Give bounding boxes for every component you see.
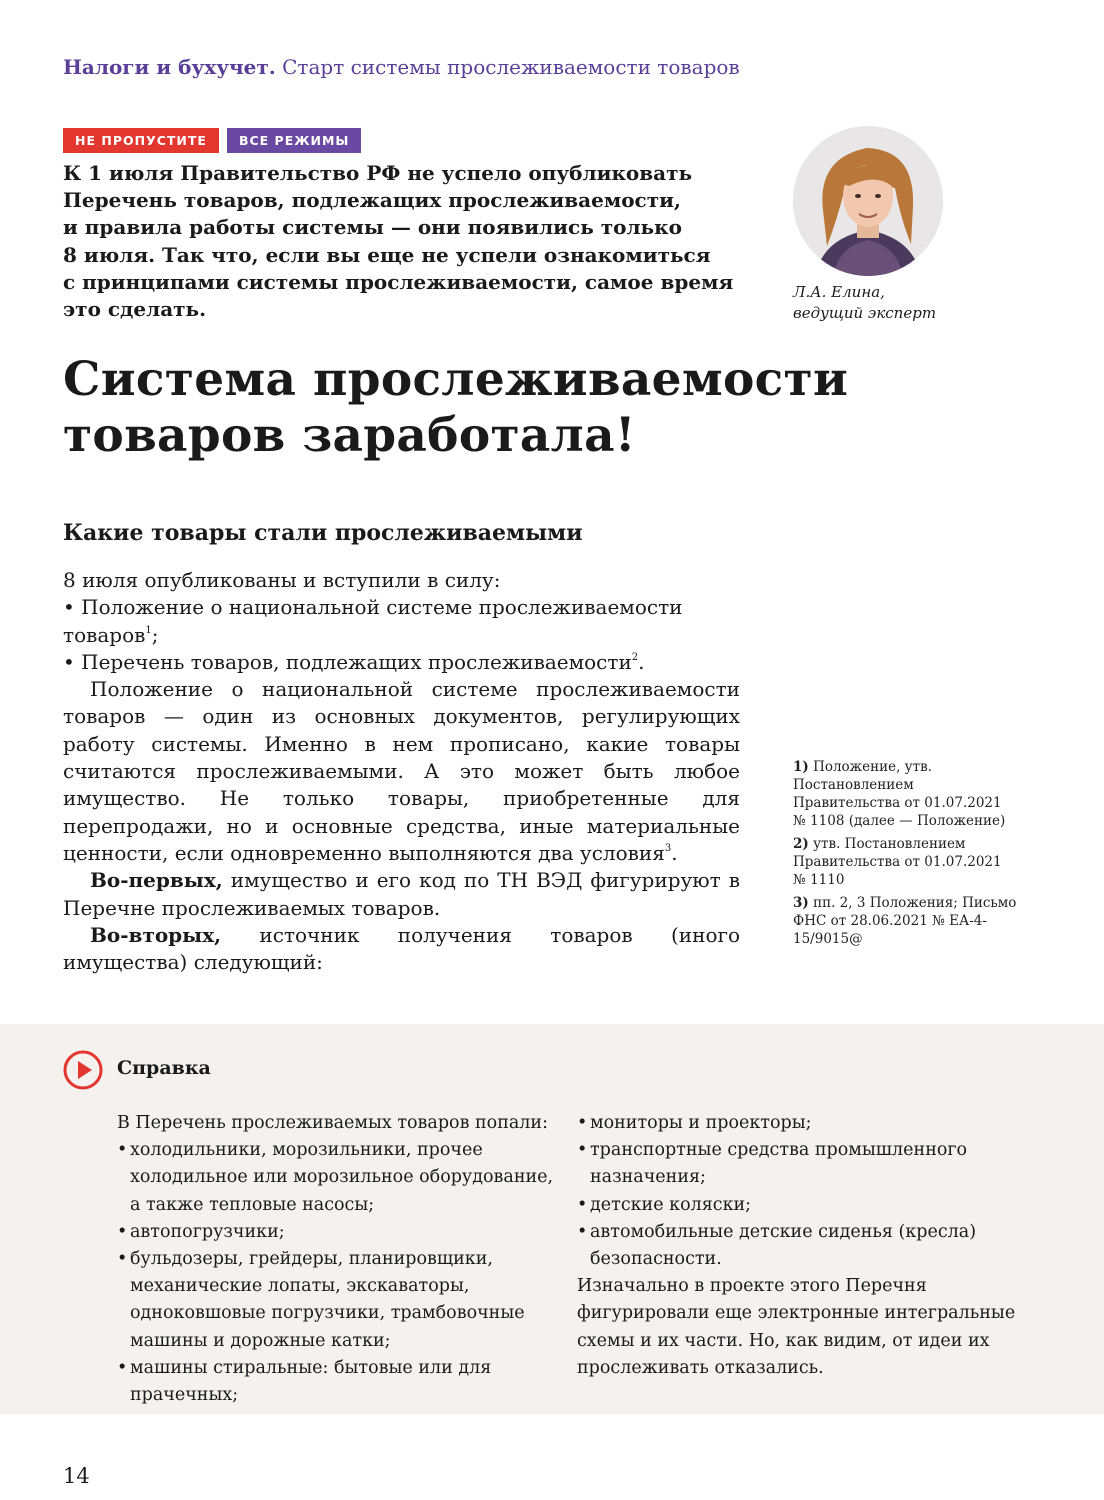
list-item: • транспортные средства промышленного назначения;: [577, 1137, 1027, 1191]
footnote: 1) Положение, утв. Постановлением Правительства от 01.07.2021 № 1108 (далее — Положение): [793, 759, 1006, 829]
portrait-illustration: [793, 126, 943, 276]
list-item: • автомобильные детские сиденья (кресла) безопасности.: [577, 1219, 1027, 1273]
list-item: • бульдозеры, грейдеры, планировщики, механические лопаты, экскаваторы, одноковшовые погрузчики, трамбовочные машины и дорожные катки;: [117, 1246, 557, 1355]
footnote-ref: 1: [145, 624, 152, 636]
reference-column-right: [577, 1110, 1027, 1382]
list-item: • мониторы и проекторы;: [577, 1110, 1027, 1137]
author-caption: [793, 282, 936, 324]
reference-box: [0, 1024, 1104, 1414]
tag-row: [63, 128, 361, 153]
reference-column-left: [117, 1110, 557, 1409]
tag-all-regimes: ВСЕ РЕЖИМЫ: [227, 128, 361, 153]
footnote: 3) пп. 2, 3 Положения; Письмо ФНС от 28.06.2021 № ЕА-4-15/9015@: [793, 895, 1017, 947]
reference-title: Справка: [117, 1057, 211, 1079]
list-item: • машины стиральные: бытовые или для прачечных;: [117, 1355, 557, 1409]
reference-list-left: [117, 1137, 557, 1409]
list-item: • холодильники, морозильники, прочее холодильное или морозильное оборудование, а также тепловые насосы;: [117, 1137, 557, 1219]
page-number: 14: [63, 1464, 90, 1488]
footnote-ref: 2: [631, 651, 639, 663]
scalloped-edge: [0, 1019, 1104, 1029]
article-title: Система прослеживаемости товаров заработала!: [63, 352, 849, 463]
section-heading: Какие товары стали прослеживаемыми: [63, 520, 583, 546]
footnote: 2) утв. Постановлением Правительства от 01.07.2021 № 1110: [793, 836, 1002, 888]
body-paragraph: Положение о национальной системе прослеживаемости товаров — один из основных документов, регулирующих работу системы. Именно в нем прописано, какие товары считаются прослеживаемыми. А это может быть любое имущество. Не только товары, приобретенные для перепродажи, но и основные средства, иные материальные ценности, если одновременно выполняются два условия$^3$.: [63, 677, 740, 865]
header-topic: Старт системы прослеживаемости товаров: [282, 55, 740, 79]
body-list-item: • Перечень товаров, подлежащих прослеживаемости$^2$.: [63, 649, 645, 674]
lead-paragraph: К 1 июля Правительство РФ не успело опубликовать Перечень товаров, подлежащих прослеживаемости, и правила работы системы — они появились только 8 июля. Так что, если вы еще не успели ознакомиться с принципами системы прослеживаемости, самое время это сделать.: [63, 161, 734, 322]
play-icon: [63, 1050, 103, 1090]
running-header: [63, 55, 740, 79]
list-item: • автопогрузчики;: [117, 1219, 557, 1246]
reference-closing: Изначально в проекте этого Перечня фигурировали еще электронные интегральные схемы и их части. Но, как видим, от идеи их прослеживать отказались.: [577, 1276, 1016, 1378]
body-list-item: • Положение о национальной системе прослеживаемости товаров$^1$;: [63, 595, 683, 647]
list-item: • детские коляски;: [577, 1192, 1027, 1219]
author-name: Л.А. Елина,: [793, 283, 885, 301]
author-role: ведущий эксперт: [793, 304, 937, 322]
reference-list-right: [577, 1110, 1027, 1273]
body-paragraph-second: Во-вторых, источник получения товаров (иного имущества) следующий:: [63, 922, 741, 975]
body-paragraph-first: Во-первых, имущество и его код по ТН ВЭД фигурируют в Перечне прослеживаемых товаров.: [63, 868, 740, 920]
footnote-ref: 3: [664, 842, 672, 854]
header-section: Налоги и бухучет.: [63, 55, 276, 79]
author-photo: [793, 126, 943, 276]
reference-intro: В Перечень прослеживаемых товаров попали:: [117, 1113, 548, 1133]
footnotes: [793, 758, 1018, 953]
article-body: [63, 567, 740, 976]
tag-dont-miss: НЕ ПРОПУСТИТЕ: [63, 128, 219, 153]
body-intro: 8 июля опубликованы и вступили в силу:: [63, 568, 501, 592]
